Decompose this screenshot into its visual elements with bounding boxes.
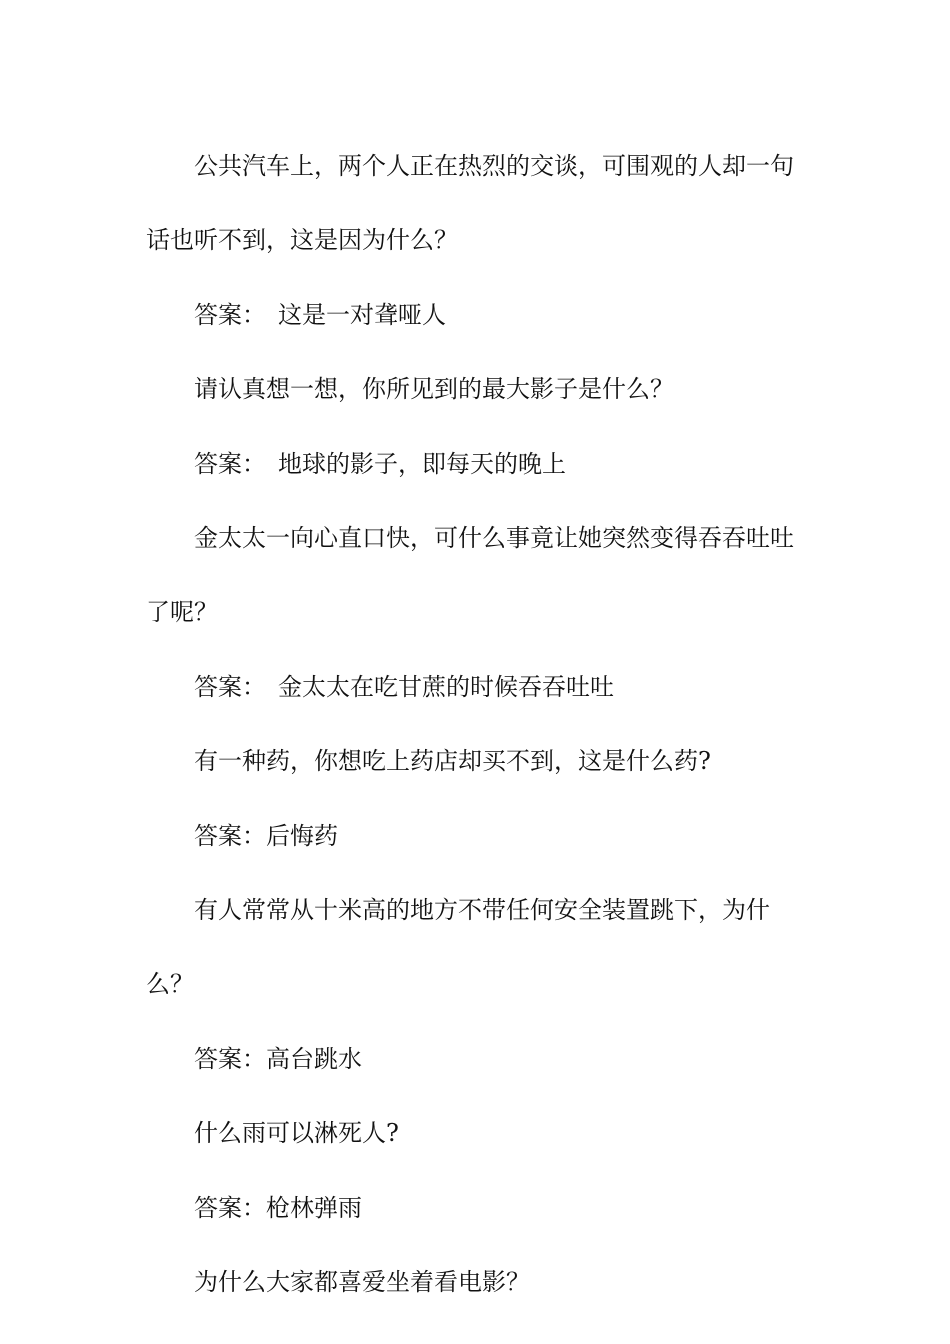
- answer-paragraph: 答案：高台跳水: [194, 1044, 362, 1073]
- answer-paragraph: 答案： 金太太在吃甘蔗的时候吞吞吐吐: [194, 672, 614, 701]
- answer-paragraph: 答案： 这是一对聋哑人: [194, 300, 446, 329]
- answer-paragraph: 答案：后悔药: [194, 821, 338, 850]
- question-paragraph: 为什么大家都喜爱坐着看电影？: [194, 1268, 530, 1297]
- question-paragraph: 什么雨可以淋死人?: [194, 1119, 399, 1148]
- question-paragraph: 有人常常从十米高的地方不带任何安全装置跳下，为什么？: [146, 896, 770, 999]
- question-paragraph: 有一种药，你想吃上药店却买不到，这是什么药?: [194, 747, 711, 776]
- answer-paragraph: 答案：枪林弹雨: [194, 1193, 362, 1222]
- answer-paragraph: 答案： 地球的影子，即每天的晚上: [194, 449, 566, 478]
- question-paragraph: 请认真想一想，你所见到的最大影子是什么？: [194, 375, 674, 404]
- question-paragraph: 公共汽车上，两个人正在热烈的交谈，可围观的人却一句话也听不到，这是因为什么？: [146, 152, 794, 255]
- question-paragraph: 金太太一向心直口快，可什么事竟让她突然变得吞吞吐吐了呢？: [146, 524, 794, 627]
- document-body: [146, 129, 812, 1320]
